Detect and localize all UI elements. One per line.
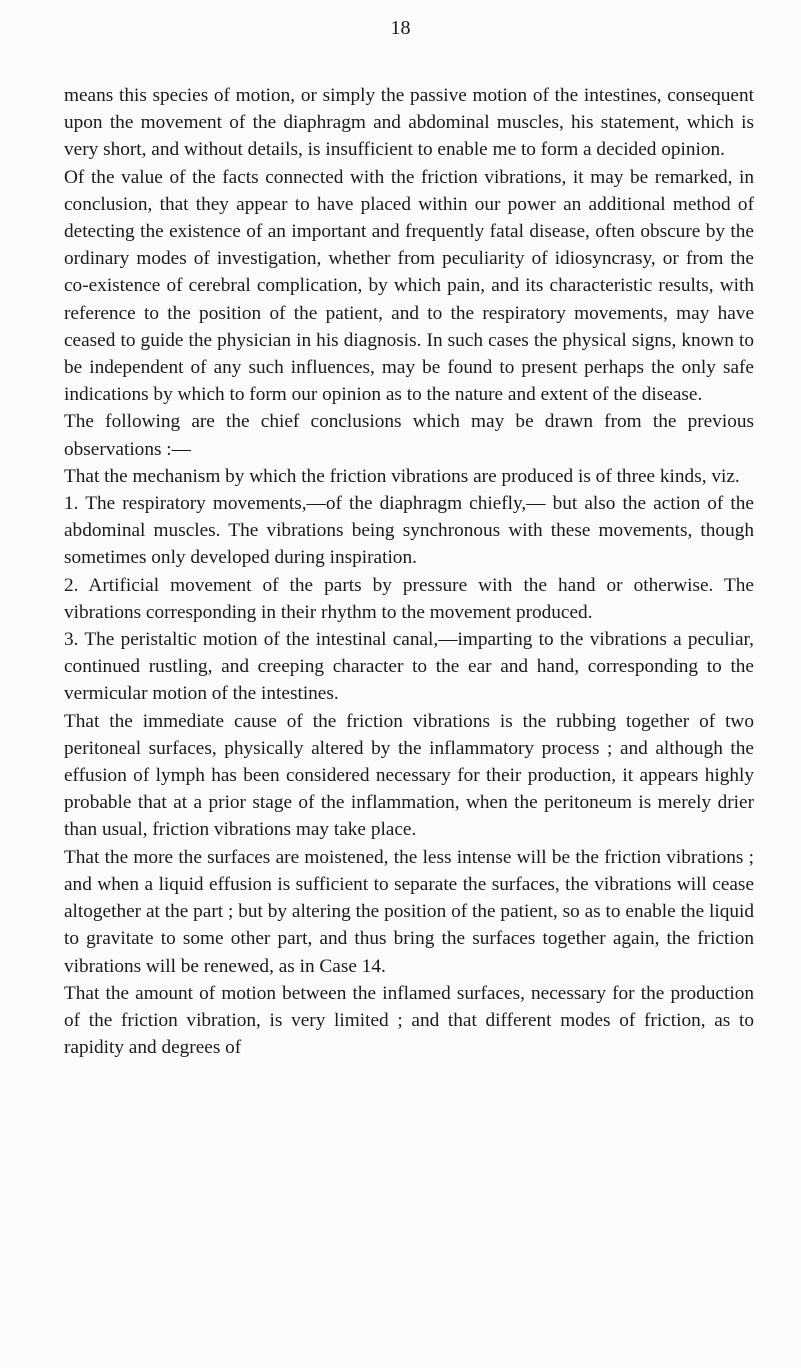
paragraph-conclusions-intro: The following are the chief conclusions which may be drawn from the previous observations :—: [64, 411, 754, 460]
page-number: 18: [390, 17, 411, 39]
list-item-3: 3. The peristaltic motion of the intestinal canal,—imparting to the vibrations a peculiar, continued rustling, and creeping character to the ear and hand, corresponding to the vermicular motion of the intestines.: [64, 629, 754, 705]
list-item-2: 2. Artificial movement of the parts by pressure with the hand or otherwise. The vibrations corresponding in their rhythm to the movement produced.: [64, 574, 754, 623]
paragraph-continuation: means this species of motion, or simply the passive motion of the intestines, consequent upon the movement of the diaphragm and abdominal muscles, his statement, which is very short, and without details, is insufficient to enable me to form a decided opinion.: [64, 85, 754, 161]
paragraph-moistened-surfaces: That the more the surfaces are moistened, the less intense will be the friction vibrations ; and when a liquid effusion is sufficient to separate the surfaces, the vibrations will cease altogether at the part ; but by altering the position of the patient, so as to enable the liquid to gravitate to some other part, and thus bring the surfaces together again, the friction vibrations will be renewed, as in Case 14.: [64, 846, 754, 977]
paragraph-immediate-cause: That the immediate cause of the friction vibrations is the rubbing together of two peritoneal surfaces, physically altered by the inflammatory process ; and although the effusion of lymph has been considered necessary for their production, it appears highly probable that at a prior stage of the inflammation, when the peritoneum is merely drier than usual, friction vibrations may take place.: [64, 710, 754, 841]
paragraph-mechanism: That the mechanism by which the friction vibrations are produced is of three kinds, viz.: [64, 465, 740, 487]
body-text: [64, 82, 754, 1061]
paragraph-amount-of-motion: That the amount of motion between the inflamed surfaces, necessary for the production of the friction vibration, is very limited ; and that different modes of friction, as to rapidity and degrees of: [64, 982, 754, 1059]
list-item-1: 1. The respiratory movements,—of the diaphragm chiefly,— but also the action of the abdominal muscles. The vibrations being synchronous with these movements, though sometimes only developed during inspiration.: [64, 493, 754, 569]
paragraph-value-of-facts: Of the value of the facts connected with the friction vibrations, it may be remarked, in conclusion, that they appear to have placed within our power an additional method of detecting the existence of an important and frequently fatal disease, often obscure by the ordinary modes of investigation, whether from peculiarity of idiosyncrasy, or from the co-existence of cerebral complication, by which pain, and its characteristic results, with reference to the position of the patient, and to the respiratory movements, may have ceased to guide the physician in his diagnosis. In such cases the physical signs, known to be independent of any such influences, may be found to present perhaps the only safe indications by which to form our opinion as to the nature and extent of the disease.: [64, 166, 754, 406]
